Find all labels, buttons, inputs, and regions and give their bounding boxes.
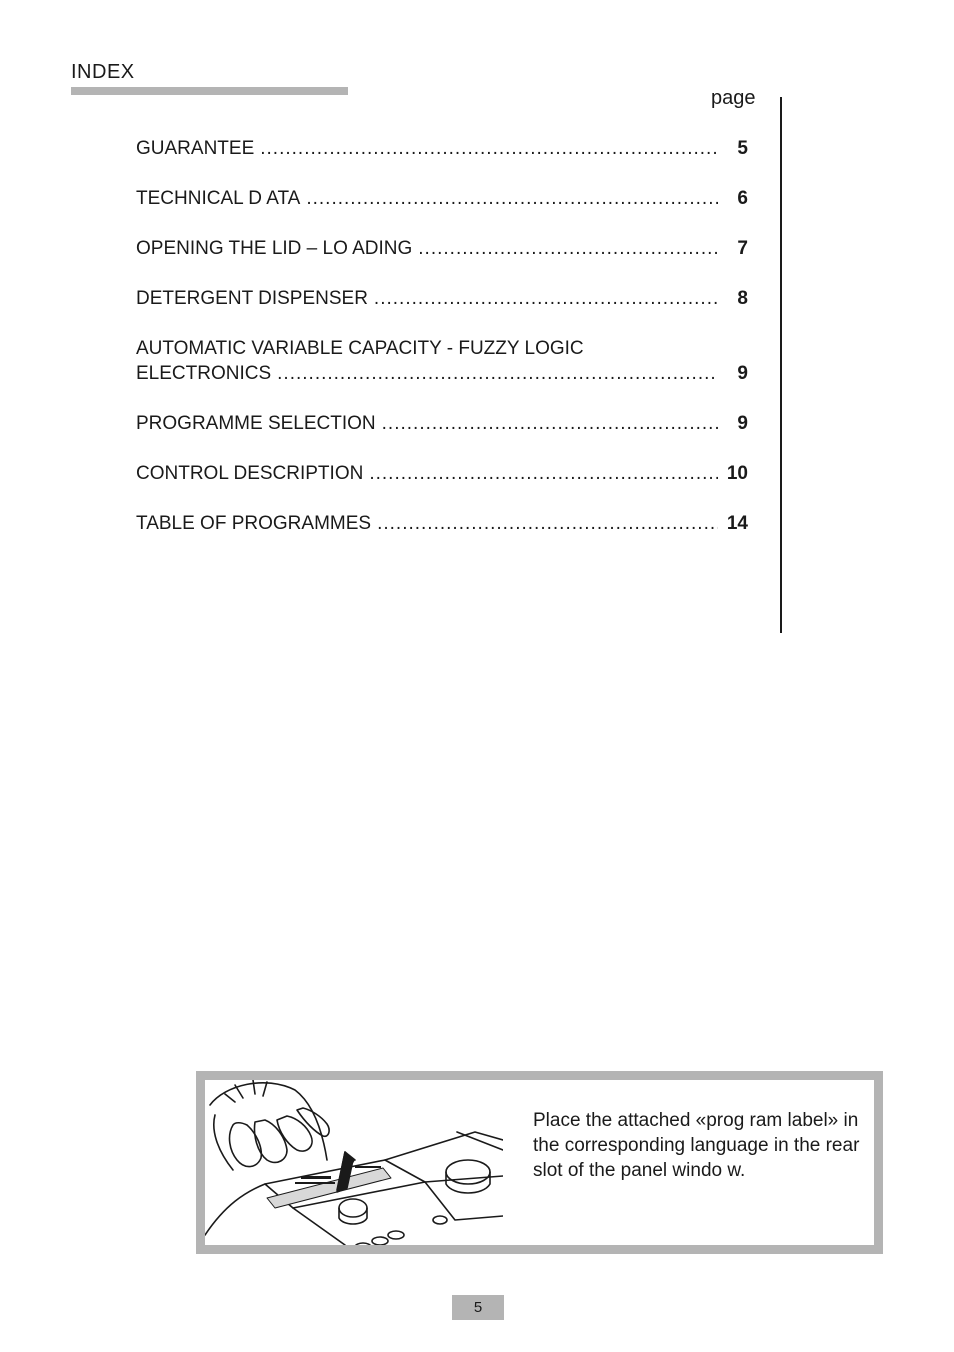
toc-entry-page: 6 [737,188,748,209]
toc-leader-dots [382,411,718,436]
toc-entry-label: OPENING THE LID – LO ADING [136,238,413,259]
toc-entry-label: CONTROL DESCRIPTION [136,463,364,484]
index-title-underline [71,87,348,95]
page-number: 5 [452,1295,504,1320]
toc-entry-page: 9 [737,363,748,384]
toc-entry-label: TABLE OF PROGRAMMES [136,513,372,534]
toc-entry-automatic-capacity[interactable] [136,336,748,386]
toc-entry-page: 7 [737,238,748,259]
toc-leader-dots [374,286,718,311]
toc-entry-page: 10 [726,463,748,484]
table-of-contents [136,136,748,561]
toc-leader-dots [260,136,718,161]
hand-inserting-label-illustration [205,1080,503,1245]
program-label-notice [196,1071,883,1254]
toc-entry-control-description[interactable] [136,461,748,486]
toc-entry-detergent-dispenser[interactable] [136,286,748,311]
toc-entry-guarantee[interactable] [136,136,748,161]
toc-leader-dots [377,511,718,536]
toc-leader-dots [418,236,718,261]
toc-entry-page: 5 [737,138,748,159]
toc-leader-dots [369,461,718,486]
toc-entry-technical-data[interactable] [136,186,748,211]
toc-entry-table-of-programmes[interactable] [136,511,748,536]
toc-entry-programme-selection[interactable] [136,411,748,436]
toc-entry-label: PROGRAMME SELECTION [136,413,376,434]
toc-entry-label-line1: AUTOMATIC VARIABLE CAPACITY - FUZZY LOGIC [136,338,584,359]
toc-entry-label: GUARANTEE [136,138,255,159]
index-title: INDEX [71,61,135,83]
toc-entry-label: TECHNICAL D ATA [136,188,301,209]
toc-entry-page: 14 [726,513,748,534]
toc-entry-label: ELECTRONICS [136,363,272,384]
vertical-divider [780,97,782,633]
toc-leader-dots [277,361,718,386]
page-column-label: page [711,87,756,109]
toc-leader-dots [306,186,718,211]
toc-entry-page: 8 [737,288,748,309]
toc-entry-label: DETERGENT DISPENSER [136,288,368,309]
toc-entry-opening-lid[interactable] [136,236,748,261]
toc-entry-page: 9 [737,413,748,434]
program-label-instruction: Place the attached «prog ram label» in the corresponding language in the rear slot of the panel windo w. [533,1110,860,1181]
